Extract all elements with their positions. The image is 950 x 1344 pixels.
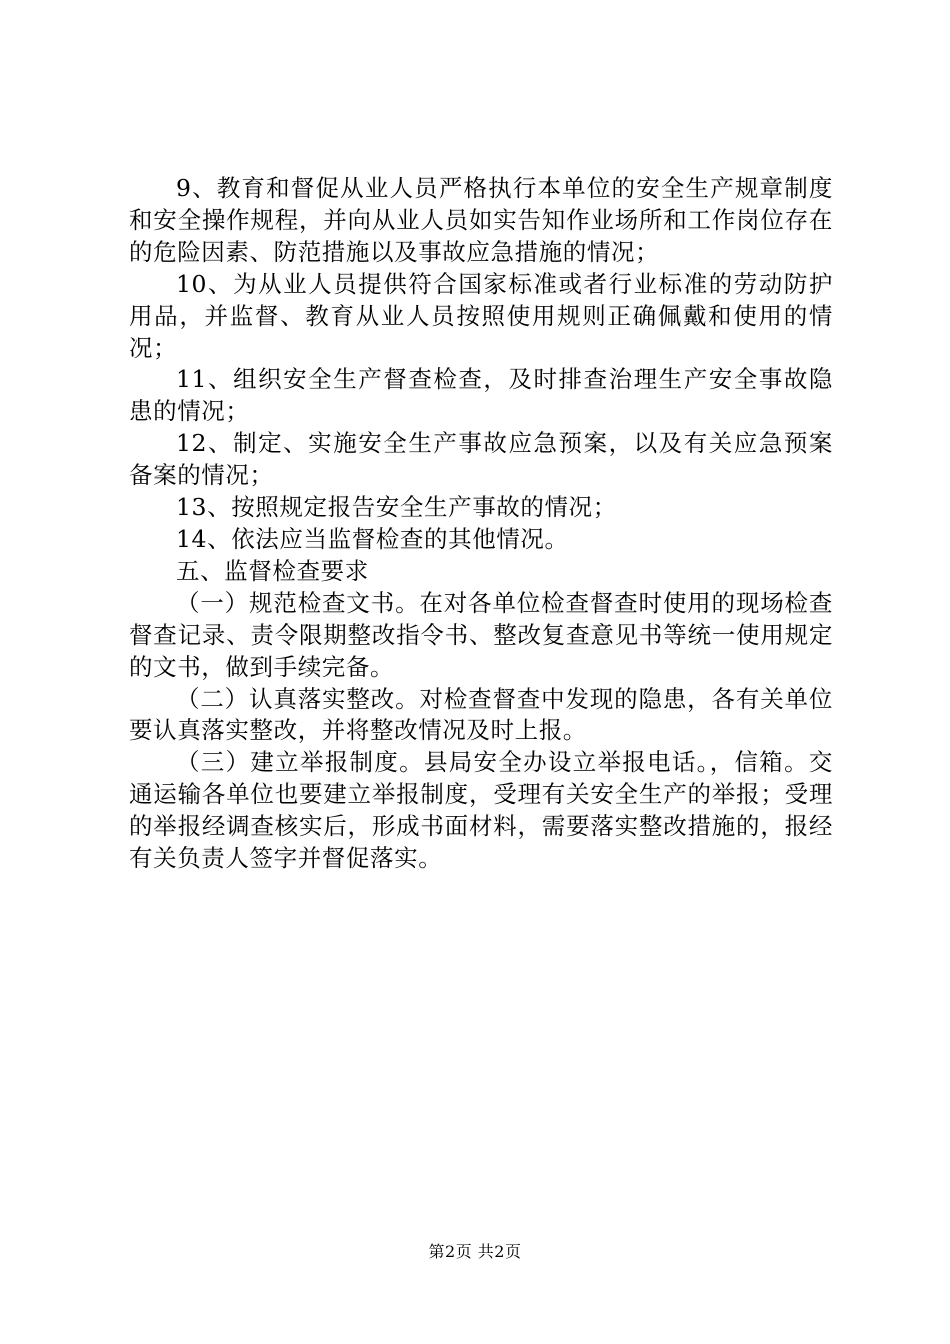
paragraph-item-11: 11、组织安全生产督查检查，及时排查治理生产安全事故隐患的情况； — [129, 365, 833, 426]
paragraph-item-14: 14、依法应当监督检查的其他情况。 — [176, 524, 569, 553]
paragraph-item-13: 13、按照规定报告安全生产事故的情况； — [176, 493, 617, 522]
requirement-1: （一）规范检查文书。在对各单位检查督查时使用的现场检查督查记录、责令限期整改指令书、整改复查意见书等统一使用规定的文书，做到手续完备。 — [129, 588, 833, 681]
requirement-2: （二）认真落实整改。对检查督查中发现的隐患，各有关单位要认真落实整改，并将整改情况及时上报。 — [129, 684, 833, 745]
page-number-label: 第2页 共2页 — [428, 1242, 522, 1261]
document-body — [129, 173, 833, 875]
paragraph-item-10: 10、为从业人员提供符合国家标准或者行业标准的劳动防护用品，并监督、教育从业人员按照使用规则正确佩戴和使用的情况； — [129, 269, 833, 362]
section-heading: 五、监督检查要求 — [176, 556, 369, 585]
paragraph-item-12: 12、制定、实施安全生产事故应急预案，以及有关应急预案备案的情况； — [129, 429, 833, 490]
requirement-3: （三）建立举报制度。县局安全办设立举报电话。，信箱。交通运输各单位也要建立举报制度，受理有关安全生产的举报；受理的举报经调查核实后，形成书面材料，需要落实整改措施的，报经有关负责人签字并督促落实。 — [129, 748, 833, 873]
paragraph-item-9: 9、教育和督促从业人员严格执行本单位的安全生产规章制度和安全操作规程，并向从业人员如实告知作业场所和工作岗位存在的危险因素、防范措施以及事故应急措施的情况； — [129, 174, 833, 266]
page-footer — [0, 1242, 950, 1262]
